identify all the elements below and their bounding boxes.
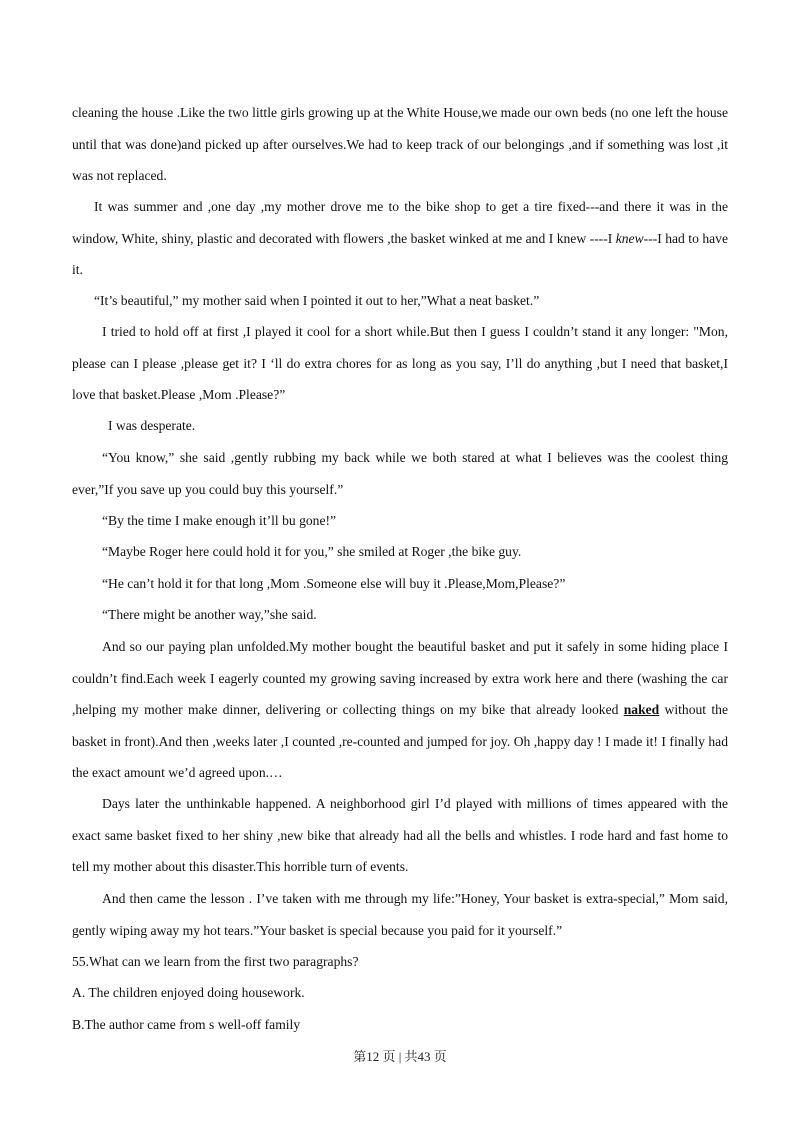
paragraph-10-text: “There might be another way,”she said. bbox=[102, 607, 317, 622]
paragraph-9-text: “He can’t hold it for that long ,Mom .Someone else will buy it .Please,Mom,Please?” bbox=[102, 576, 566, 591]
paragraph-11-text-a: And so our paying plan unfolded.My mother bought the beautiful basket and put it safely in some hiding place I couldn’t find.Each week I eagerly counted my growing saving increased by extra work here and there (washing the car ,helping my mother make dinner, delivering or collecting things on my bike that already looked bbox=[72, 639, 728, 718]
paragraph-7-text: “By the time I make enough it’ll bu gone!” bbox=[102, 513, 337, 528]
italic-knew: knew bbox=[615, 230, 644, 246]
bold-underlined-naked: naked bbox=[623, 702, 660, 718]
paragraph-11 bbox=[72, 631, 728, 789]
paragraph-5 bbox=[72, 410, 728, 442]
paragraph-12-text: Days later the unthinkable happened. A neighborhood girl I’d played with millions of times appeared with the exact same basket fixed to her shiny ,new bike that already had all the bells and whistles. I rode hard and fast home to tell my mother about this disaster.This horrible turn of events. bbox=[72, 796, 728, 875]
paragraph-13-text: And then came the lesson . I’ve taken with me through my life:”Honey, Your basket is extra-special,” Mom said, gently wiping away my hot tears.”Your basket is special because you paid for it yourself.” bbox=[72, 891, 728, 938]
option-b-text: B.The author came from s well-off family bbox=[72, 1017, 301, 1032]
paragraph-5-text: I was desperate. bbox=[108, 418, 196, 433]
paragraph-2-text-b: ---I had to have it. bbox=[72, 230, 728, 278]
paragraph-2-text-a: It was summer and ,one day ,my mother drove me to the bike shop to get a tire fixed---and there it was in the window, White, shiny, plastic and decorated with flowers ,the basket winked at me and I knew ----I bbox=[72, 199, 728, 246]
question-stem-text: 55.What can we learn from the first two paragraphs? bbox=[72, 954, 359, 969]
paragraph-8 bbox=[72, 536, 728, 568]
page-number-label: 第12 页 | 共43 页 bbox=[353, 1049, 447, 1064]
question-option-a bbox=[72, 977, 728, 1009]
paragraph-6-text: “You know,” she said ,gently rubbing my back while we both stared at what I believes was the coolest thing ever,”If you save up you could buy this yourself.” bbox=[72, 450, 728, 497]
paragraph-10 bbox=[72, 599, 728, 631]
paragraph-11-text-b: without the basket in front).And then ,weeks later ,I counted ,re-counted and jumped for joy. Oh ,happy day ! I made it! I finally had the exact amount we’d agreed upon.… bbox=[72, 702, 728, 781]
paragraph-13 bbox=[72, 883, 728, 946]
paragraph-2 bbox=[72, 191, 728, 286]
option-a-text: A. The children enjoyed doing housework. bbox=[72, 985, 305, 1000]
paragraph-6 bbox=[72, 442, 728, 505]
paragraph-7 bbox=[72, 505, 728, 537]
paragraph-1-text: cleaning the house .Like the two little girls growing up at the White House,we made our own beds (no one left the house until that was done)and picked up after ourselves.We had to keep track of our belongings ,and if something was lost ,it was not replaced. bbox=[72, 105, 728, 184]
paragraph-1 bbox=[72, 97, 728, 192]
paragraph-4-text: I tried to hold off at first ,I played it cool for a short while.But then I guess I couldn’t stand it any longer: "Mon, please can I please ,please get it? I ‘ll do extra chores for as long as you say, I’ll do anything ,but I need that basket,I love that basket.Please ,Mom .Please?” bbox=[72, 324, 728, 403]
paragraph-12 bbox=[72, 788, 728, 883]
paragraph-3-text: “It’s beautiful,” my mother said when I pointed it out to her,”What a neat basket.” bbox=[94, 293, 540, 308]
page-footer bbox=[0, 1046, 800, 1065]
paragraph-9 bbox=[72, 568, 728, 600]
paragraph-4 bbox=[72, 316, 728, 411]
question-stem bbox=[72, 946, 728, 978]
question-option-b bbox=[72, 1009, 728, 1041]
paragraph-8-text: “Maybe Roger here could hold it for you,” she smiled at Roger ,the bike guy. bbox=[102, 544, 522, 559]
paragraph-3 bbox=[72, 285, 728, 317]
